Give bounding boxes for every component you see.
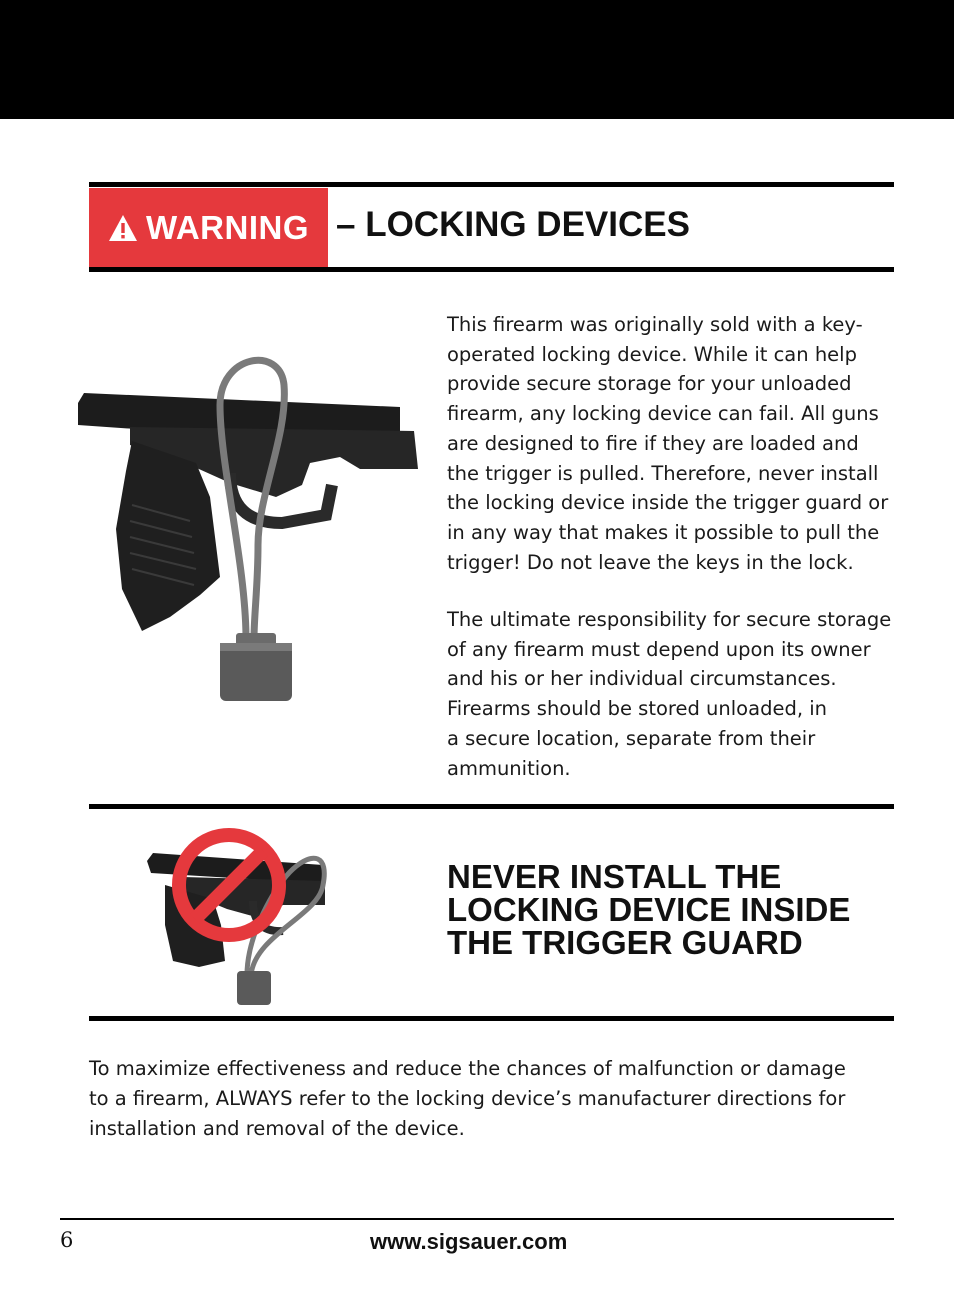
no-trigger-lock-image [143, 825, 348, 1010]
never-top-rule [89, 804, 894, 809]
section-title: – LOCKING DEVICES [336, 205, 690, 244]
page-number: 6 [60, 1228, 74, 1252]
header-top-rule [89, 182, 894, 187]
pistol-cable-lock-image [70, 345, 422, 710]
website-link[interactable]: www.sigsauer.com [370, 1229, 568, 1254]
never-bottom-rule [89, 1016, 894, 1021]
paragraph-secure-storage: The ultimate responsibility for secure storage of any firearm must depend upon its owner and his or her individual circumstances. Firearms should be stored unloaded, in a secure location, separate from their ammunition. [447, 608, 892, 780]
paragraph-locking-device: This firearm was originally sold with a key- operated locking device. While it can help provide secure storage for your unloaded firearm, any locking device can fail. All guns are designed to fire if they are loaded and the trigger is pulled. Therefore, never install the locking device inside the trigger guard or in any way that makes it possible to pull the trigger! Do not leave the keys in the lock. [447, 313, 889, 574]
header-bottom-rule [89, 267, 894, 272]
never-install-heading: NEVER INSTALL THE LOCKING DEVICE INSIDE THE TRIGGER GUARD [447, 858, 851, 961]
page-footer-rule [60, 1218, 894, 1220]
warning-band [89, 188, 328, 268]
footer-note: To maximize effectiveness and reduce the chances of malfunction or damage to a firearm, ALWAYS refer to the locking device’s manufacturer directions for installation and removal of the device. [89, 1057, 846, 1140]
top-black-bar [0, 0, 954, 119]
warning-label: WARNING [146, 209, 309, 246]
warning-triangle-icon [108, 214, 138, 242]
